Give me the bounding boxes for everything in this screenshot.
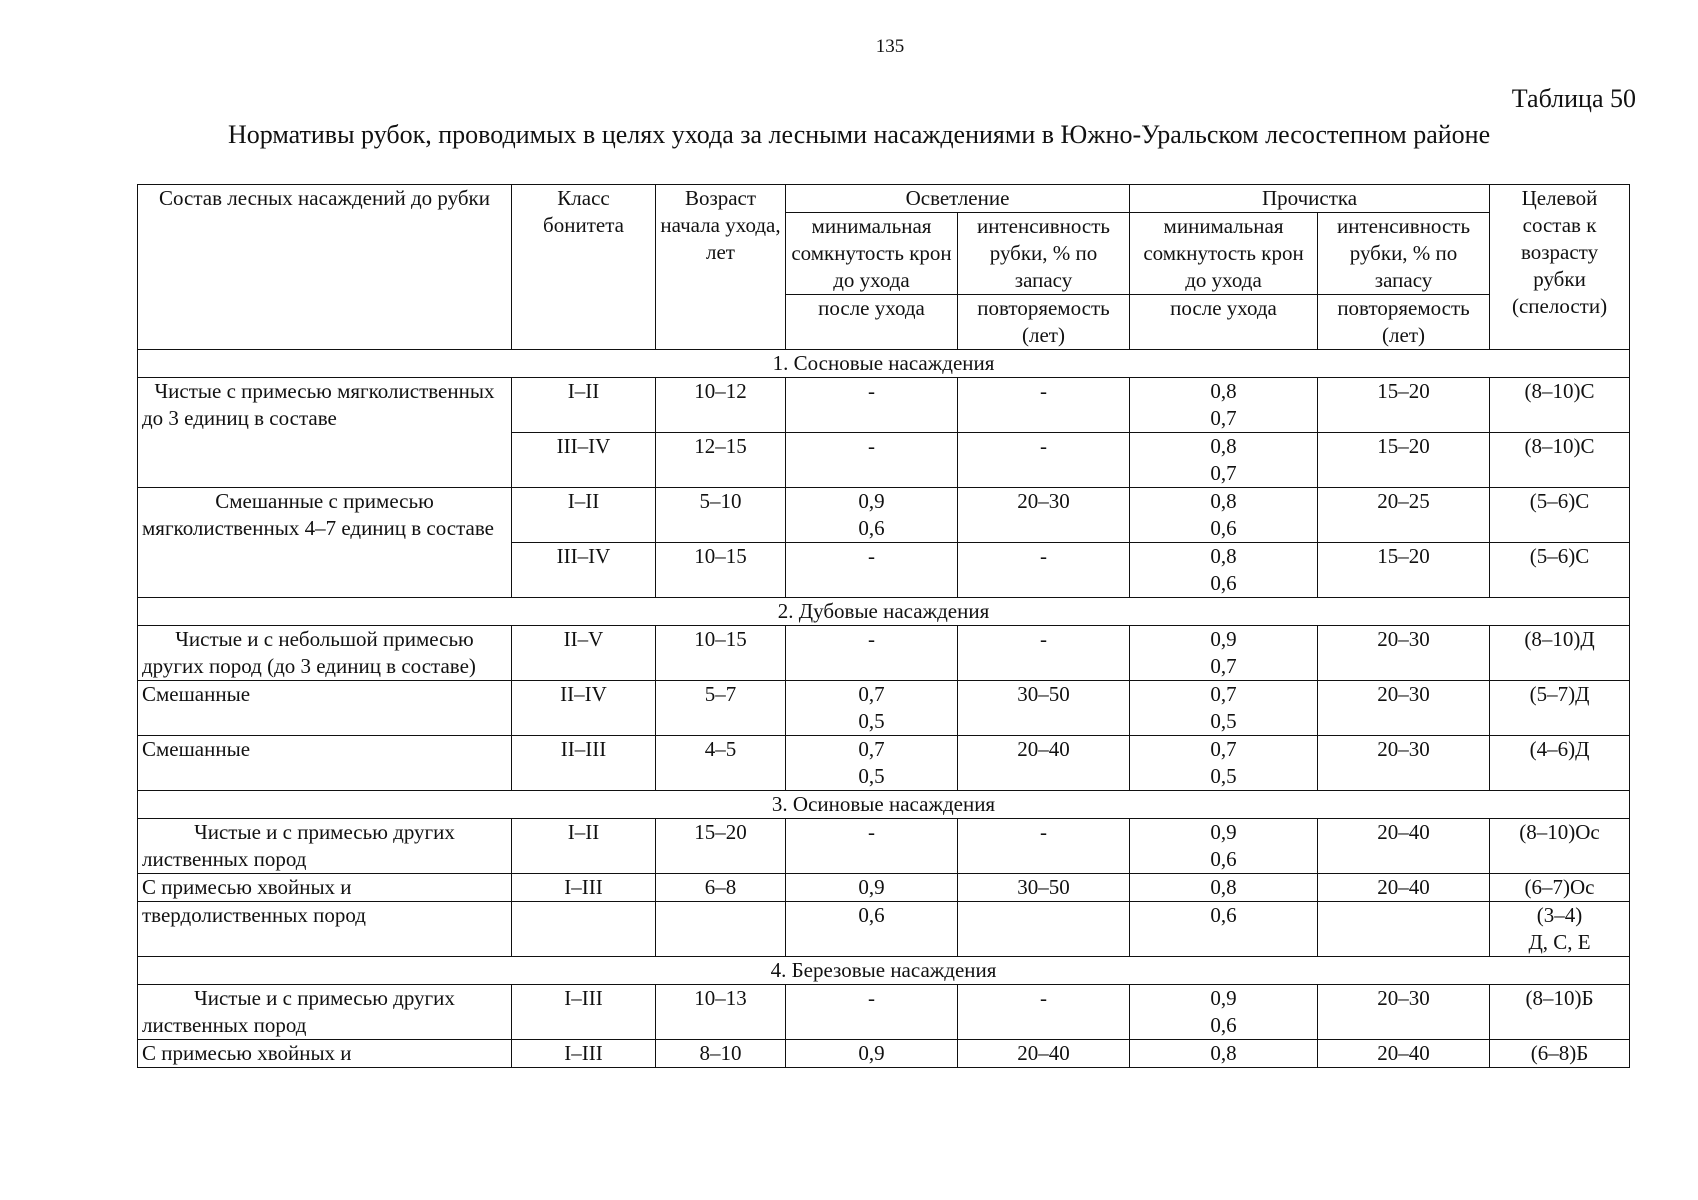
o-density-cell: 0,7 0,5 xyxy=(786,681,958,736)
target-cell: (8–10)Д xyxy=(1490,626,1630,681)
age-cell: 5–10 xyxy=(656,488,786,543)
target-cell: (8–10)С xyxy=(1490,378,1630,433)
table-row xyxy=(138,626,1630,681)
o-density-cell: - xyxy=(786,378,958,433)
p-density-cell: 0,8 0,7 xyxy=(1130,433,1318,488)
header-o-after: после ухода xyxy=(786,295,958,350)
age-cell: 12–15 xyxy=(656,433,786,488)
composition-cell: Смешанные xyxy=(138,736,512,791)
composition-cell: Чистые с примесью мягколиственных до 3 единиц в составе xyxy=(138,378,512,488)
o-intensity-cell: - xyxy=(958,626,1130,681)
target-cell: (5–6)С xyxy=(1490,488,1630,543)
header-p-min-density: минимальная сомкнутость крон до ухода xyxy=(1130,213,1318,295)
p-repeat-cell: 20–30 xyxy=(1318,985,1490,1040)
o-intensity-cell: 20–40 xyxy=(958,1040,1130,1068)
site-class-cell: II–IV xyxy=(512,681,656,736)
p-repeat-cell: 20–25 xyxy=(1318,488,1490,543)
p-repeat-cell: 15–20 xyxy=(1318,378,1490,433)
o-density-cell: - xyxy=(786,819,958,874)
o-intensity-cell: 30–50 xyxy=(958,681,1130,736)
site-class-cell: II–III xyxy=(512,736,656,791)
table-row xyxy=(138,902,1630,957)
table-row xyxy=(138,488,1630,543)
p-density-cell: 0,7 0,5 xyxy=(1130,736,1318,791)
header-o-repeat: повторяемость (лет) xyxy=(958,295,1130,350)
site-class-cell xyxy=(512,902,656,957)
o-intensity-cell: 30–50 xyxy=(958,874,1130,902)
p-repeat-cell xyxy=(1318,902,1490,957)
site-class-cell: III–IV xyxy=(512,543,656,598)
section-oak: 2. Дубовые насаждения xyxy=(138,598,1630,626)
site-class-cell: I–III xyxy=(512,985,656,1040)
p-repeat-cell: 15–20 xyxy=(1318,543,1490,598)
header-osvetlenie: Осветление xyxy=(786,185,1130,213)
table-row xyxy=(138,874,1630,902)
o-intensity-cell: 20–40 xyxy=(958,736,1130,791)
o-intensity-cell: - xyxy=(958,985,1130,1040)
p-density-cell: 0,8 0,6 xyxy=(1130,488,1318,543)
age-cell xyxy=(656,902,786,957)
age-cell: 8–10 xyxy=(656,1040,786,1068)
target-cell: (8–10)Ос xyxy=(1490,819,1630,874)
composition-cell: Чистые и с примесью других лиственных пород xyxy=(138,819,512,874)
header-p-repeat: повторяемость (лет) xyxy=(1318,295,1490,350)
o-density-cell: - xyxy=(786,985,958,1040)
section-row xyxy=(138,791,1630,819)
o-density-cell: 0,9 0,6 xyxy=(786,488,958,543)
o-intensity-cell: - xyxy=(958,433,1130,488)
age-cell: 4–5 xyxy=(656,736,786,791)
site-class-cell: I–II xyxy=(512,819,656,874)
o-intensity-cell: - xyxy=(958,378,1130,433)
p-density-cell: 0,9 0,6 xyxy=(1130,985,1318,1040)
p-density-cell: 0,8 0,6 xyxy=(1130,543,1318,598)
table-row xyxy=(138,378,1630,433)
age-cell: 10–15 xyxy=(656,626,786,681)
composition-cell: твердолиственных пород xyxy=(138,902,512,957)
o-intensity-cell: 20–30 xyxy=(958,488,1130,543)
target-cell: (6–8)Б xyxy=(1490,1040,1630,1068)
site-class-cell: I–II xyxy=(512,378,656,433)
p-repeat-cell: 15–20 xyxy=(1318,433,1490,488)
composition-cell: Чистые и с небольшой примесью других пород (до 3 единиц в составе) xyxy=(138,626,512,681)
o-density-cell: 0,6 xyxy=(786,902,958,957)
table-row xyxy=(138,681,1630,736)
age-cell: 15–20 xyxy=(656,819,786,874)
norms-table xyxy=(137,184,1630,1068)
p-density-cell: 0,6 xyxy=(1130,902,1318,957)
age-cell: 6–8 xyxy=(656,874,786,902)
section-row xyxy=(138,957,1630,985)
age-cell: 10–15 xyxy=(656,543,786,598)
p-repeat-cell: 20–30 xyxy=(1318,736,1490,791)
age-cell: 10–12 xyxy=(656,378,786,433)
header-p-after: после ухода xyxy=(1130,295,1318,350)
table-title: Нормативы рубок, проводимых в целях ухода за лесными насаждениями в Южно-Уральском лесостепном районе xyxy=(228,120,1491,149)
section-row xyxy=(138,350,1630,378)
header-p-intensity: интенсивность рубки, % по запасу xyxy=(1318,213,1490,295)
section-row xyxy=(138,598,1630,626)
header-o-intensity: интенсивность рубки, % по запасу xyxy=(958,213,1130,295)
p-density-cell: 0,9 0,7 xyxy=(1130,626,1318,681)
header-site-class: Класс бонитета xyxy=(512,185,656,350)
header-target: Целевой состав к возрасту рубки (спелости) xyxy=(1490,185,1630,350)
header-composition: Состав лесных насаждений до рубки xyxy=(138,185,512,350)
p-density-cell: 0,8 xyxy=(1130,1040,1318,1068)
table-row xyxy=(138,1040,1630,1068)
p-repeat-cell: 20–30 xyxy=(1318,626,1490,681)
o-density-cell: 0,9 xyxy=(786,1040,958,1068)
composition-cell: Смешанные с примесью мягколиственных 4–7 единиц в составе xyxy=(138,488,512,598)
o-density-cell: - xyxy=(786,543,958,598)
header-o-min-density: минимальная сомкнутость крон до ухода xyxy=(786,213,958,295)
p-repeat-cell: 20–40 xyxy=(1318,1040,1490,1068)
site-class-cell: I–III xyxy=(512,874,656,902)
o-intensity-cell: - xyxy=(958,543,1130,598)
header-start-age: Возраст начала ухода, лет xyxy=(656,185,786,350)
target-cell: (4–6)Д xyxy=(1490,736,1630,791)
target-cell: (8–10)С xyxy=(1490,433,1630,488)
p-density-cell: 0,7 0,5 xyxy=(1130,681,1318,736)
site-class-cell: III–IV xyxy=(512,433,656,488)
composition-cell: Смешанные xyxy=(138,681,512,736)
p-density-cell: 0,8 0,7 xyxy=(1130,378,1318,433)
o-density-cell: 0,7 0,5 xyxy=(786,736,958,791)
p-repeat-cell: 20–30 xyxy=(1318,681,1490,736)
section-birch: 4. Березовые насаждения xyxy=(138,957,1630,985)
p-repeat-cell: 20–40 xyxy=(1318,874,1490,902)
section-aspen: 3. Осиновые насаждения xyxy=(138,791,1630,819)
age-cell: 10–13 xyxy=(656,985,786,1040)
o-density-cell: - xyxy=(786,626,958,681)
site-class-cell: I–II xyxy=(512,488,656,543)
site-class-cell: I–III xyxy=(512,1040,656,1068)
site-class-cell: II–V xyxy=(512,626,656,681)
age-cell: 5–7 xyxy=(656,681,786,736)
header-prochistka: Прочистка xyxy=(1130,185,1490,213)
p-density-cell: 0,8 xyxy=(1130,874,1318,902)
p-repeat-cell: 20–40 xyxy=(1318,819,1490,874)
target-cell: (5–6)С xyxy=(1490,543,1630,598)
target-cell: (3–4) Д, С, Е xyxy=(1490,902,1630,957)
o-density-cell: 0,9 xyxy=(786,874,958,902)
header-row xyxy=(138,185,1630,213)
composition-cell: Чистые и с примесью других лиственных пород xyxy=(138,985,512,1040)
table-row xyxy=(138,736,1630,791)
o-intensity-cell: - xyxy=(958,819,1130,874)
target-cell: (8–10)Б xyxy=(1490,985,1630,1040)
page-number: 135 xyxy=(875,36,905,57)
o-density-cell: - xyxy=(786,433,958,488)
table-label: Таблица 50 xyxy=(1511,84,1636,113)
target-cell: (6–7)Ос xyxy=(1490,874,1630,902)
table-row xyxy=(138,985,1630,1040)
table-row xyxy=(138,819,1630,874)
section-pine: 1. Сосновые насаждения xyxy=(138,350,1630,378)
composition-cell: С примесью хвойных и xyxy=(138,874,512,902)
o-intensity-cell xyxy=(958,902,1130,957)
composition-cell: С примесью хвойных и xyxy=(138,1040,512,1068)
target-cell: (5–7)Д xyxy=(1490,681,1630,736)
p-density-cell: 0,9 0,6 xyxy=(1130,819,1318,874)
